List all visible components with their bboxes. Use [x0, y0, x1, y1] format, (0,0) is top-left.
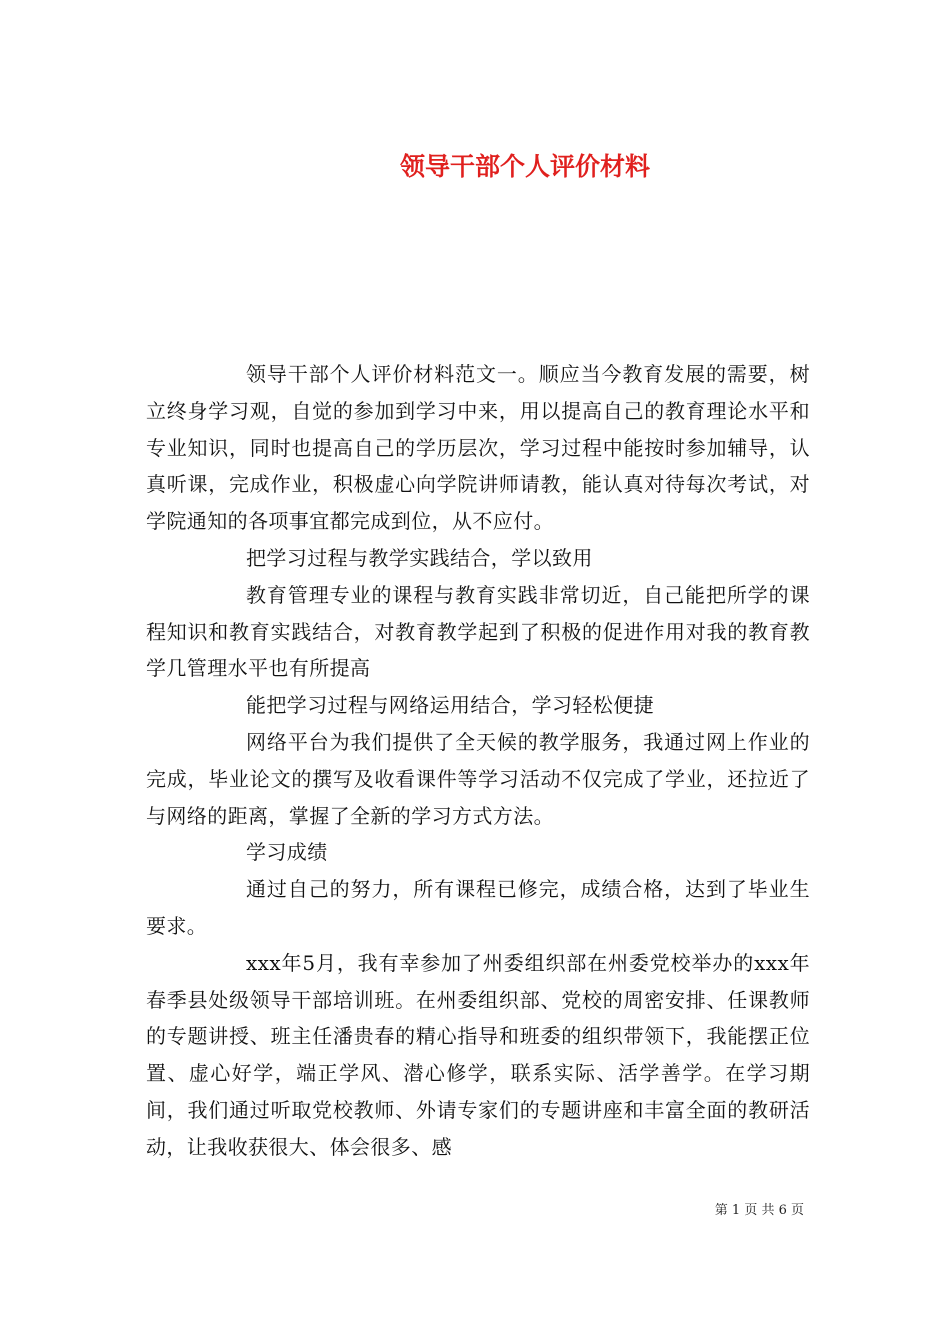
section-heading: 学习成绩	[246, 840, 328, 865]
paragraph: 教育管理专业的课程与教育实践非常切近，自己能把所学的课程知识和教育实践结合，对教育教学起到了积极的促进作用对我的教育教学几管理水平也有所提高	[146, 582, 810, 681]
section-heading: 能把学习过程与网络运用结合，学习轻松便捷	[246, 693, 654, 718]
document-title: 领导干部个人评价材料	[399, 151, 650, 181]
section-heading: 把学习过程与教学实践结合，学以致用	[246, 545, 593, 570]
paragraph: 网络平台为我们提供了全天候的教学服务，我通过网上作业的完成，毕业论文的撰写及收看课件等学习活动不仅完成了学业，还拉近了与网络的距离，掌握了全新的学习方式方法。	[146, 729, 810, 828]
paragraph: xxx年5月，我有幸参加了州委组织部在州委党校举办的xxx年春季县处级领导干部培训班。在州委组织部、党校的周密安排、任课教师的专题讲授、班主任潘贵春的精心指导和班委的组织带领下，我能摆正位置、虚心好学，端正学风、潜心修学，联系实际、活学善学。在学习期间，我们通过听取党校教师、外请专家们的专题讲座和丰富全面的教研活动，让我收获很大、体会很多、感	[146, 950, 810, 1159]
document-body	[146, 356, 810, 1166]
page-number: 第 1 页 共 6 页	[714, 1203, 804, 1218]
paragraph: 通过自己的努力，所有课程已修完，成绩合格，达到了毕业生要求。	[146, 877, 810, 938]
paragraph: 领导干部个人评价材料范文一。顺应当今教育发展的需要，树立终身学习观，自觉的参加到学习中来，用以提高自己的教育理论水平和专业知识，同时也提高自己的学历层次，学习过程中能按时参加辅导，认真听课，完成作业，积极虚心向学院讲师请教，能认真对待每次考试，对学院通知的各项事宜都完成到位，从不应付。	[146, 362, 810, 534]
